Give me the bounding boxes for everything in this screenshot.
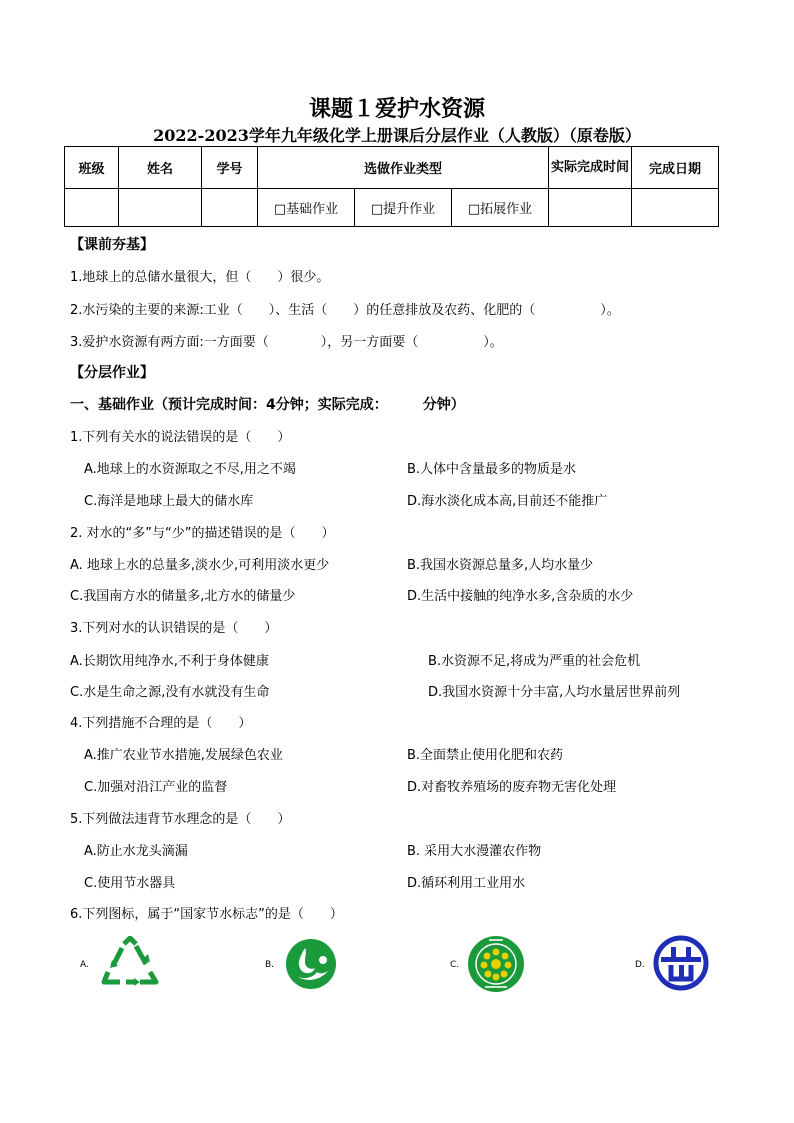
question-2-option-d[interactable]: D.生活中接触的纯净水多,含杂质的水少 — [407, 589, 634, 604]
question-5-option-b[interactable]: B. 采用大水漫灌农作物 — [407, 844, 542, 859]
col-number: 学号 — [202, 147, 258, 189]
question-6-option-d-label[interactable]: D. — [635, 960, 645, 970]
col-actual-time: 实际完成时间 — [549, 147, 632, 189]
cell-class[interactable] — [65, 189, 119, 227]
basic-section-heading: 一、基础作业（预计完成时间：4分钟；实际完成： 分钟） — [70, 397, 465, 413]
question-6-option-c-label[interactable]: C. — [450, 960, 460, 970]
question-3-option-b[interactable]: B.水资源不足,将成为严重的社会危机 — [428, 654, 641, 669]
cell-name[interactable] — [119, 189, 202, 227]
question-2-option-c[interactable]: C.我国南方水的储量多,北方水的储量少 — [70, 589, 296, 604]
cell-actual-time[interactable] — [549, 189, 632, 227]
preview-heading: 【课前夯基】 — [70, 237, 154, 253]
question-3-stem: 3.下列对水的认识错误的是（ ） — [70, 621, 278, 636]
question-5-stem: 5.下列做法违背节水理念的是（ ） — [70, 812, 291, 827]
page-subtitle: 2022-2023学年九年级化学上册课后分层作业（人教版）（原卷版） — [153, 126, 641, 145]
cell-number[interactable] — [202, 189, 258, 227]
fill-question-3: 3.爱护水资源有两方面:一方面要（ ），另一方面要（ ）。 — [70, 335, 503, 350]
col-name: 姓名 — [119, 147, 202, 189]
question-2-option-b[interactable]: B.我国水资源总量多,人均水量少 — [407, 558, 594, 573]
question-5-option-a[interactable]: A.防止水龙头滴漏 — [84, 844, 188, 859]
question-1-stem: 1.下列有关水的说法错误的是（ ） — [70, 430, 291, 445]
layered-heading: 【分层作业】 — [70, 365, 154, 381]
question-1-option-a[interactable]: A.地球上的水资源取之不尽,用之不竭 — [84, 462, 296, 477]
question-4-option-b[interactable]: B.全面禁止使用化肥和农药 — [407, 748, 564, 763]
question-4-option-c[interactable]: C.加强对沿江产业的监督 — [84, 780, 228, 795]
recycle-icon[interactable] — [100, 936, 160, 992]
question-6-stem: 6.下列图标，属于“国家节水标志”的是（ ） — [70, 907, 343, 922]
option-basic[interactable]: □基础作业 — [258, 189, 355, 227]
question-6-option-a-label[interactable]: A. — [80, 960, 89, 970]
transit-icon[interactable] — [653, 935, 709, 991]
option-improve[interactable]: □提升作业 — [355, 189, 452, 227]
fill-question-2: 2.水污染的主要的来源:工业（ ）、生活（ ）的任意排放及农药、化肥的（ ）。 — [70, 303, 620, 318]
option-expand[interactable]: □拓展作业 — [452, 189, 549, 227]
question-2-option-a[interactable]: A. 地球上水的总量多,淡水少,可利用淡水更少 — [70, 558, 330, 573]
col-homework-type: 选做作业类型 — [258, 147, 549, 189]
question-4-stem: 4.下列措施不合理的是（ ） — [70, 716, 252, 731]
question-1-option-b[interactable]: B.人体中含量最多的物质是水 — [407, 462, 577, 477]
info-table — [64, 146, 719, 227]
question-2-stem: 2. 对水的“多”与“少”的描述错误的是（ ） — [70, 526, 335, 541]
question-5-option-d[interactable]: D.循环利用工业用水 — [407, 876, 526, 891]
fill-question-1: 1.地球上的总储水量很大，但（ ）很少。 — [70, 270, 330, 285]
question-3-option-a[interactable]: A.长期饮用纯净水,不利于身体健康 — [70, 654, 269, 669]
question-5-option-c[interactable]: C.使用节水器具 — [84, 876, 176, 891]
question-6-option-b-label[interactable]: B. — [265, 960, 275, 970]
col-date: 完成日期 — [632, 147, 719, 189]
question-4-option-a[interactable]: A.推广农业节水措施,发展绿色农业 — [84, 748, 283, 763]
water-saving-icon[interactable] — [285, 938, 337, 990]
environmental-label-icon[interactable] — [467, 935, 525, 993]
question-3-option-c[interactable]: C.水是生命之源,没有水就没有生命 — [70, 685, 270, 700]
cell-date[interactable] — [632, 189, 719, 227]
page-title: 课题１爱护水资源 — [308, 96, 485, 122]
question-1-option-c[interactable]: C.海洋是地球上最大的储水库 — [84, 494, 254, 509]
question-3-option-d[interactable]: D.我国水资源十分丰富,人均水量居世界前列 — [428, 685, 681, 700]
col-class: 班级 — [65, 147, 119, 189]
question-1-option-d[interactable]: D.海水淡化成本高,目前还不能推广 — [407, 494, 608, 509]
question-4-option-d[interactable]: D.对畜牧养殖场的废弃物无害化处理 — [407, 780, 617, 795]
